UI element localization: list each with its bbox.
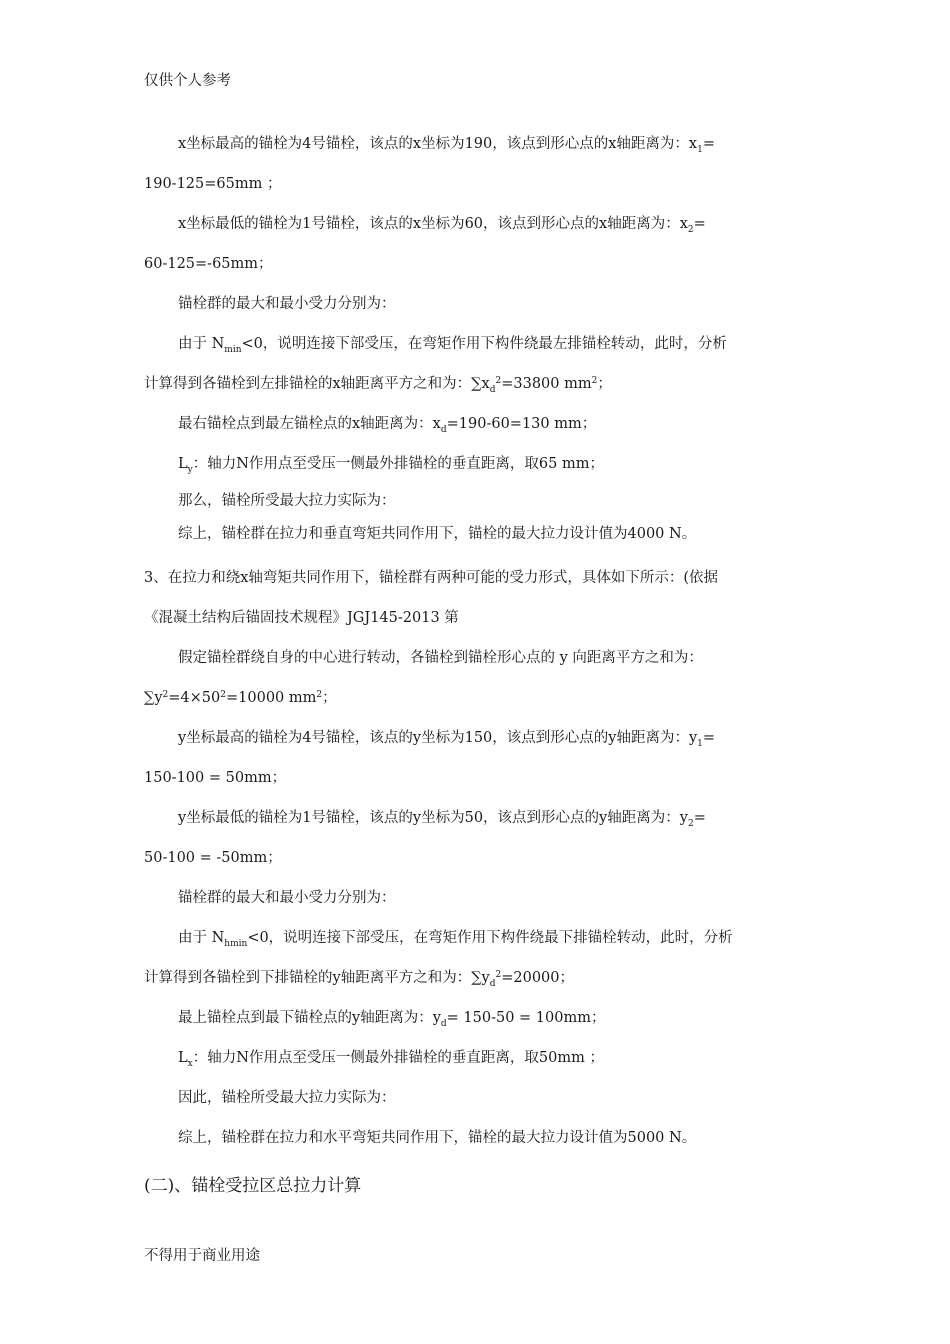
paragraph-line: 假定锚栓群绕自身的中心进行转动，各锚栓到锚栓形心点的 y 向距离平方之和为： xyxy=(178,650,703,666)
paragraph-line: 因此，锚栓所受最大拉力实际为： xyxy=(178,1090,396,1106)
paragraph-line: 锚栓群的最大和最小受力分别为： xyxy=(178,890,396,906)
paragraph-line: 《混凝土结构后锚固技术规程》JGJ145-2013 第 xyxy=(144,610,459,626)
paragraph-line: y坐标最低的锚栓为1号锚栓，该点的y坐标为50，该点到形心点的y轴距离为：$y_2=$ xyxy=(178,810,706,829)
page-header: 仅供个人参考 xyxy=(144,73,231,89)
paragraph-line: 计算得到各锚栓到左排锚栓的x轴距离平方之和为：$\sum x_d^2=33800$ $mm^2$； xyxy=(144,376,612,395)
paragraph-line: y坐标最高的锚栓为4号锚栓，该点的y坐标为150，该点到形心点的y轴距离为：$y_1=$ xyxy=(178,730,716,749)
paragraph-line: 最右锚栓点到最左锚栓点的x轴距离为：$x_d=190-60=130$ mm； xyxy=(178,416,597,435)
paragraph-line: 最上锚栓点到最下锚栓点的y轴距离为：$y_d= 150-50 = 100mm$； xyxy=(178,1010,606,1029)
paragraph-line: 综上，锚栓群在拉力和垂直弯矩共同作用下，锚栓的最大拉力设计值为4000 N。 xyxy=(178,526,697,542)
paragraph-line: 那么，锚栓所受最大拉力实际为： xyxy=(178,493,396,509)
paragraph-line: 由于 $N_{hmin}<0$，说明连接下部受压，在弯矩作用下构件绕最下排锚栓转动，此时，分析 xyxy=(178,930,733,949)
paragraph-line: $\sum y^2=4\times 50^2=10000$ $mm^2$； xyxy=(144,690,337,706)
paragraph-line: 50-100 = -50mm； xyxy=(144,850,282,866)
paragraph-line: x坐标最高的锚栓为4号锚栓，该点的x坐标为190，该点到形心点的x轴距离为：$x_1=$ xyxy=(178,136,715,155)
paragraph-line: 3、在拉力和绕x轴弯矩共同作用下，锚栓群有两种可能的受力形式，具体如下所示：(依据 xyxy=(144,570,719,586)
paragraph-line: 锚栓群的最大和最小受力分别为： xyxy=(178,296,396,312)
paragraph-line: 190-125=65mm ； xyxy=(144,176,282,192)
paragraph-line: $L_y$：轴力N作用点至受压一侧最外排锚栓的垂直距离，取65 mm； xyxy=(178,456,604,475)
paragraph-line: 60-125=-65mm； xyxy=(144,256,273,272)
paragraph-line: 计算得到各锚栓到下排锚栓的y轴距离平方之和为：$\sum y_d^2=20000$； xyxy=(144,970,575,989)
page-footer: 不得用于商业用途 xyxy=(144,1248,260,1264)
paragraph-line: 综上，锚栓群在拉力和水平弯矩共同作用下，锚栓的最大拉力设计值为5000 N。 xyxy=(178,1130,697,1146)
section-heading: (二)、锚栓受拉区总拉力计算 xyxy=(144,1176,362,1196)
paragraph-line: 150-100 = 50mm； xyxy=(144,770,287,786)
paragraph-line: $L_x$：轴力N作用点至受压一侧最外排锚栓的垂直距离，取50mm ； xyxy=(178,1050,604,1069)
paragraph-line: x坐标最低的锚栓为1号锚栓，该点的x坐标为60，该点到形心点的x轴距离为：$x_2=$ xyxy=(178,216,706,235)
paragraph-line: 由于 $N_{min}<0$，说明连接下部受压，在弯矩作用下构件绕最左排锚栓转动，此时，分析 xyxy=(178,336,727,355)
